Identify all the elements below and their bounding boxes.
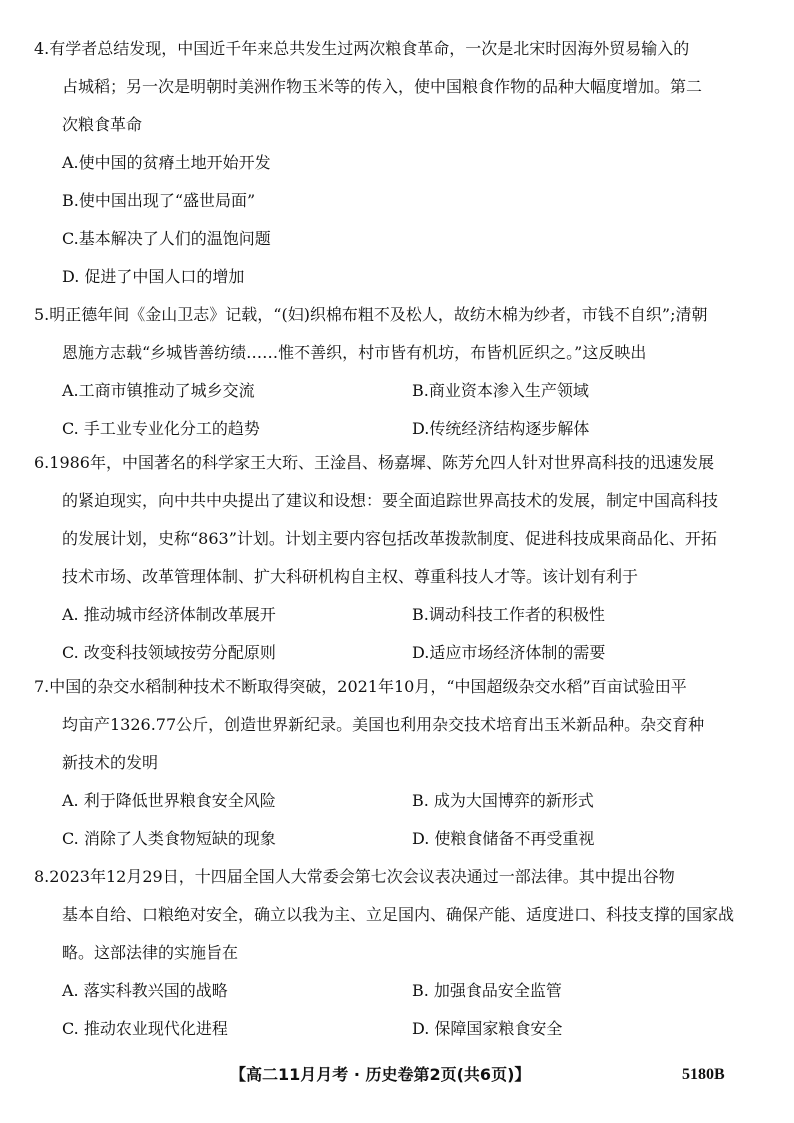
question-8 <box>34 858 734 1048</box>
question-stem-line: 略。这部法律的实施旨在 <box>62 943 239 962</box>
question-stem-line: 占城稻；另一次是明朝时美洲作物玉米等的传入，使中国粮食作物的品种大幅度增加。第二 <box>62 77 703 96</box>
question-stem-line: 新技术的发明 <box>62 753 159 772</box>
footer-page-info: 【高二11月月考 · 历史卷第2页(共6页)】 <box>230 1065 531 1084</box>
option-d[interactable]: D.适应市场经济体制的需要 <box>412 643 606 662</box>
question-stem-line: 技术市场、改革管理体制、扩大科研机构自主权、尊重科技人才等。该计划有利于 <box>62 567 639 586</box>
footer-paper-code: 5180B <box>682 1066 725 1083</box>
option-a[interactable]: A.使中国的贫瘠土地开始开发 <box>62 153 271 172</box>
question-stem-line: 6.1986年，中国著名的科学家王大珩、王淦昌、杨嘉墀、陈芳允四人针对世界高科技的迅速发展 <box>34 453 714 472</box>
question-4 <box>34 30 734 296</box>
option-b[interactable]: B.调动科技工作者的积极性 <box>412 605 605 624</box>
question-stem-line: 4.有学者总结发现，中国近千年来总共发生过两次粮食革命，一次是北宋时因海外贸易输入的 <box>34 39 690 58</box>
option-a[interactable]: A. 落实科教兴国的战略 <box>62 981 228 1000</box>
options-row <box>34 820 734 858</box>
option-b[interactable]: B. 成为大国博弈的新形式 <box>412 791 594 810</box>
question-stem-line: 8.2023年12月29日，十四届全国人大常委会第七次会议表决通过一部法律。其中提出谷物 <box>34 867 675 886</box>
options-row <box>34 972 734 1010</box>
option-b[interactable]: B. 加强食品安全监管 <box>412 981 562 1000</box>
option-a[interactable]: A.工商市镇推动了城乡交流 <box>62 381 255 400</box>
options-row <box>34 596 734 634</box>
page-footer <box>0 1060 794 1090</box>
question-5 <box>34 296 734 448</box>
question-stem-line: 7.中国的杂交水稻制种技术不断取得突破，2021年10月，“中国超级杂交水稻”百亩试验田平 <box>34 677 687 696</box>
option-c[interactable]: C.基本解决了人们的温饱问题 <box>62 229 271 248</box>
option-b[interactable]: B.商业资本渗入生产领域 <box>412 381 589 400</box>
question-stem-line: 的紧迫现实，向中共中央提出了建议和设想：要全面追踪世界高技术的发展，制定中国高科技 <box>62 491 719 510</box>
question-6 <box>34 444 734 672</box>
option-c[interactable]: C. 手工业专业化分工的趋势 <box>62 419 260 438</box>
option-d[interactable]: D. 使粮食储备不再受重视 <box>412 829 595 848</box>
options-row <box>34 634 734 672</box>
option-c[interactable]: C. 推动农业现代化进程 <box>62 1019 228 1038</box>
option-d[interactable]: D.传统经济结构逐步解体 <box>412 419 590 438</box>
option-a[interactable]: A. 利于降低世界粮食安全风险 <box>62 791 276 810</box>
options-row <box>34 1010 734 1048</box>
option-a[interactable]: A. 推动城市经济体制改革展开 <box>62 605 276 624</box>
option-d[interactable]: D. 保障国家粮食安全 <box>412 1019 563 1038</box>
option-c[interactable]: C. 改变科技领域按劳分配原则 <box>62 643 276 662</box>
question-stem-line: 次粮食革命 <box>62 115 143 134</box>
options-row <box>34 372 734 410</box>
option-c[interactable]: C. 消除了人类食物短缺的现象 <box>62 829 276 848</box>
question-stem-line: 基本自给、口粮绝对安全，确立以我为主、立足国内、确保产能、适度进口、科技支撑的国家战 <box>62 905 735 924</box>
question-7 <box>34 668 734 858</box>
options-row <box>34 410 734 448</box>
option-b[interactable]: B.使中国出现了“盛世局面” <box>62 191 256 210</box>
question-stem-line: 均亩产1326.77公斤，创造世界新纪录。美国也利用杂交技术培育出玉米新品种。杂交育种 <box>62 715 705 734</box>
question-stem-line: 恩施方志载“乡城皆善纺绩……惟不善织，村市皆有机坊，布皆机匠织之。”这反映出 <box>62 343 647 362</box>
question-stem-line: 5.明正德年间《金山卫志》记载，“(妇)织棉布粗不及松人，故纺木棉为纱者，市钱不自织”;清朝 <box>34 305 708 324</box>
options-row <box>34 782 734 820</box>
option-d[interactable]: D. 促进了中国人口的增加 <box>62 267 245 286</box>
question-stem-line: 的发展计划，史称“863”计划。计划主要内容包括改革拨款制度、促进科技成果商品化、开拓 <box>62 529 717 548</box>
